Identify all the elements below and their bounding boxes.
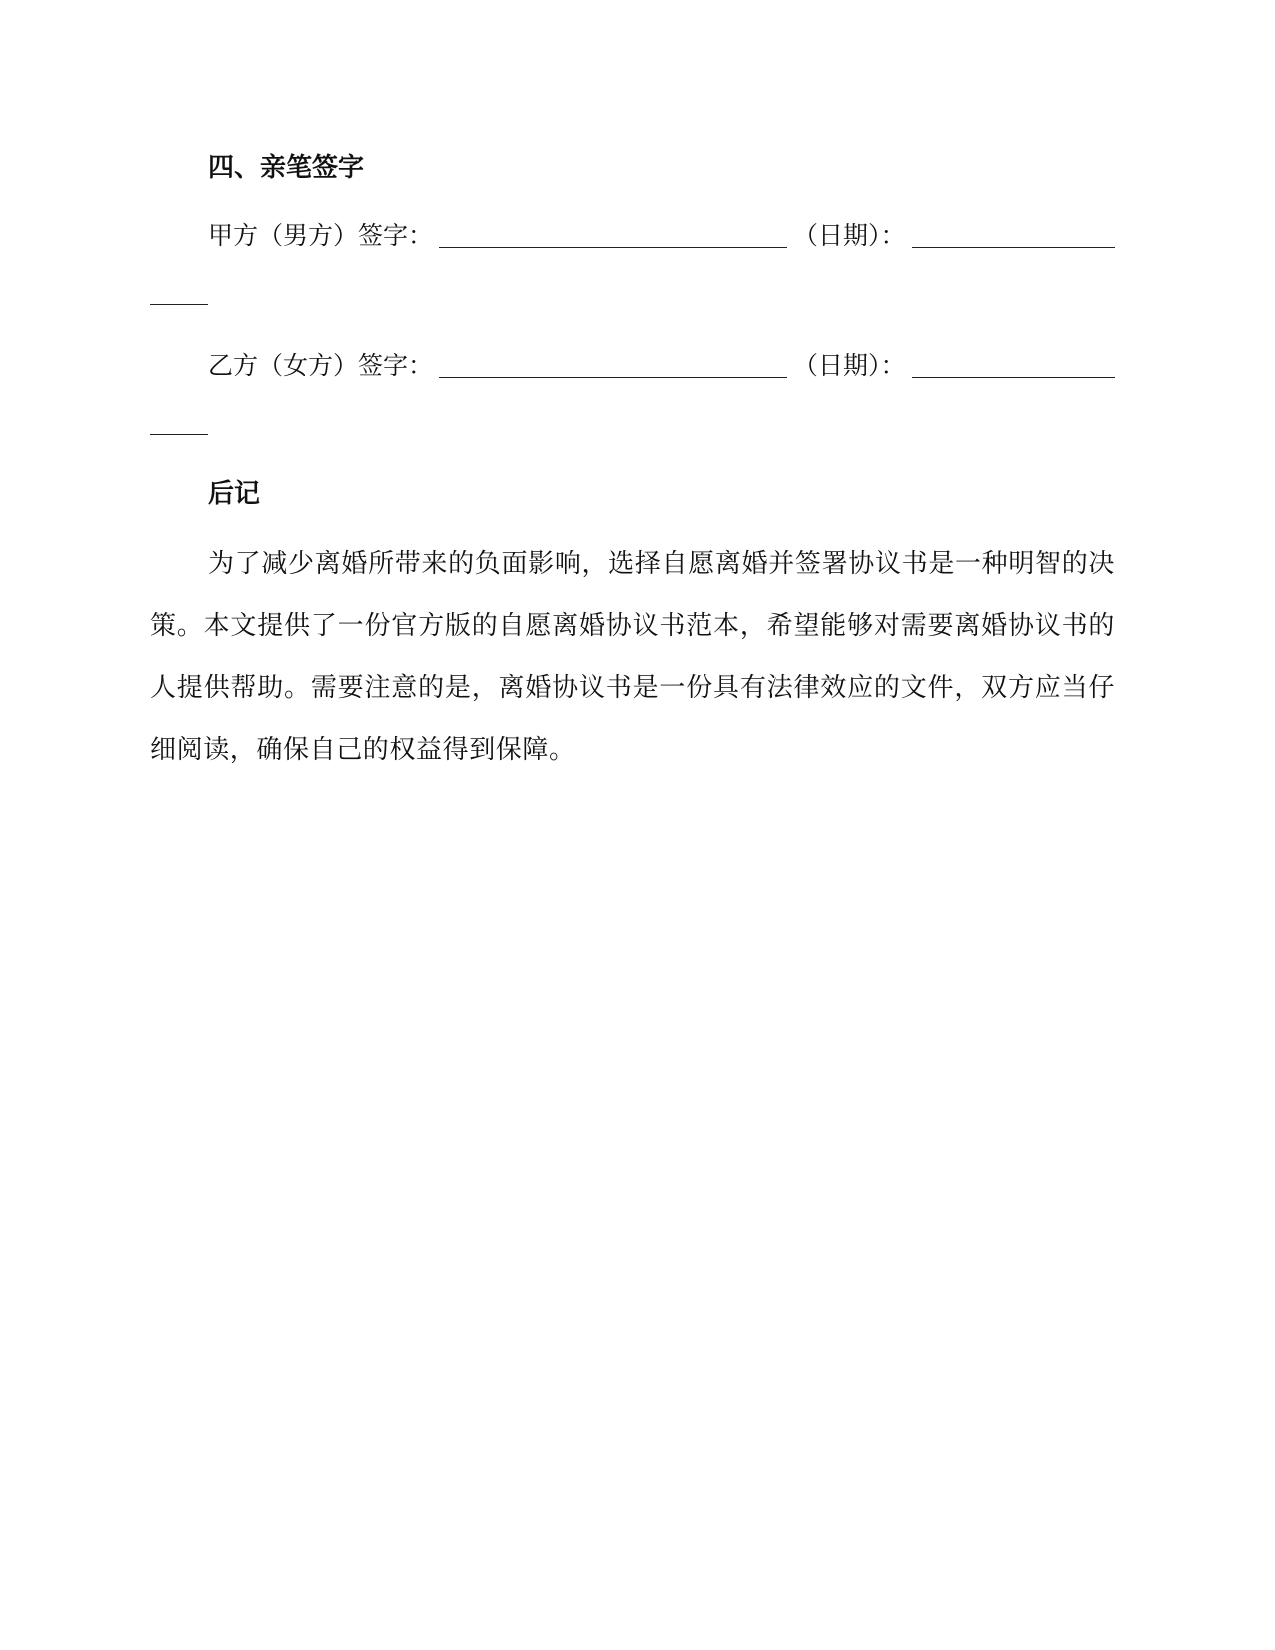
party-a-signature-label: 甲方（男方）签字： bbox=[208, 221, 434, 250]
party-a-date-label: （日期）： bbox=[793, 221, 906, 250]
signature-line-party-b bbox=[208, 348, 1115, 384]
section-heading-signatures: 四、亲笔签字 bbox=[208, 153, 365, 183]
party-b-signature-blank[interactable] bbox=[439, 353, 787, 378]
party-b-date-label: （日期）： bbox=[793, 351, 906, 380]
section-heading-postscript: 后记 bbox=[208, 479, 261, 509]
party-a-date-blank[interactable] bbox=[912, 223, 1115, 248]
postscript-paragraph: 为了减少离婚所带来的负面影响，选择自愿离婚并签署协议书是一种明智的决策。本文提供了一份官方版的自愿离婚协议书范本，希望能够对需要离婚协议书的人提供帮助。需要注意的是，离婚协议书是一份具有法律效应的文件，双方应当仔细阅读，确保自己的权益得到保障。 bbox=[150, 549, 1115, 765]
signature-line-party-a bbox=[208, 218, 1115, 254]
party-b-date-blank[interactable] bbox=[912, 353, 1115, 378]
party-a-date-blank-continued[interactable] bbox=[150, 303, 208, 305]
party-a-signature-blank[interactable] bbox=[439, 223, 787, 248]
party-b-signature-label: 乙方（女方）签字： bbox=[208, 351, 434, 380]
party-b-date-blank-continued[interactable] bbox=[150, 433, 208, 435]
